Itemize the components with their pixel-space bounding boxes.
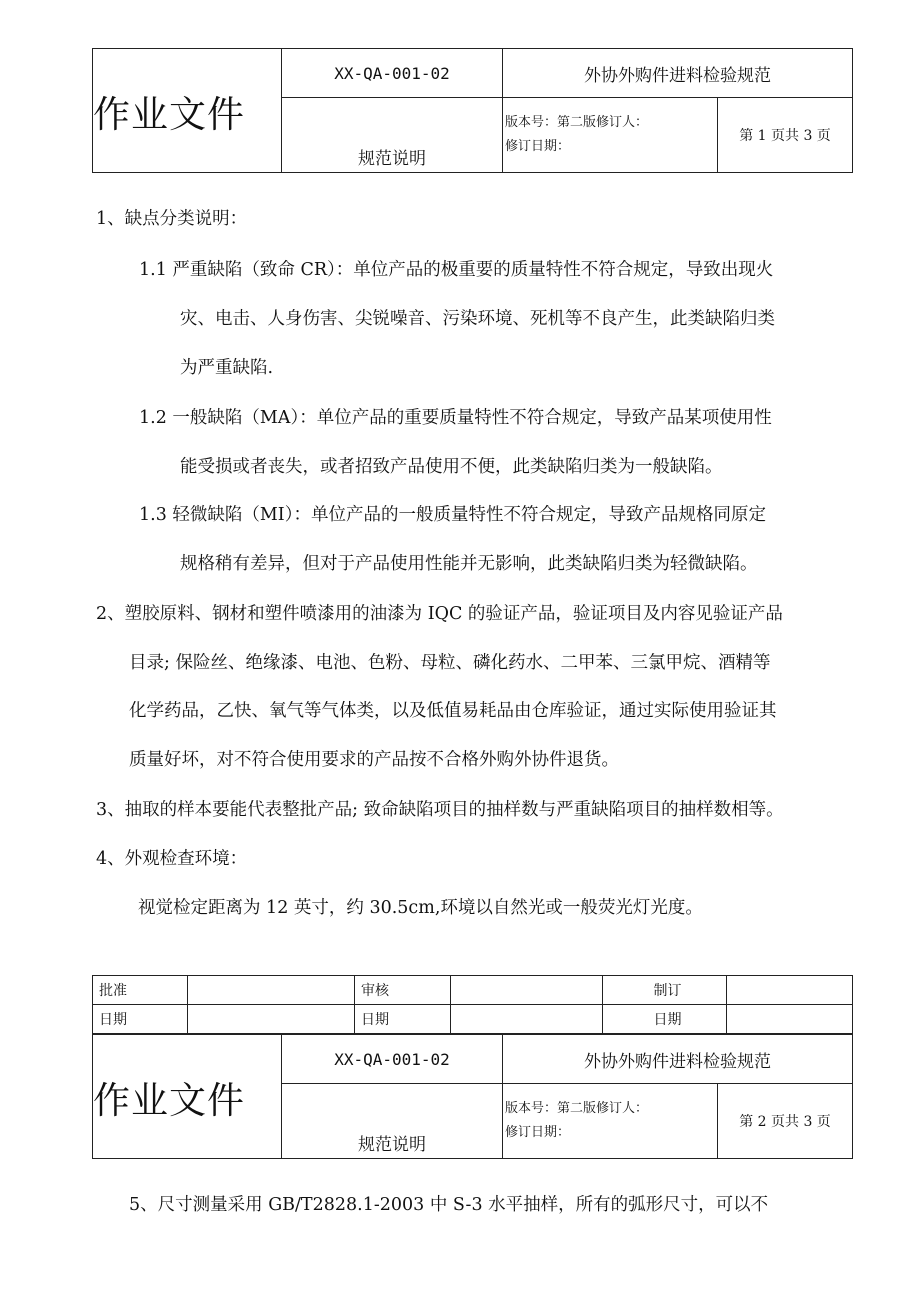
doc-header-page1 [92,48,853,173]
doc-title: 外协外购件进料检验规范 [503,49,853,98]
para-2-line3: 化学药品，乙快、氧气等气体类，以及低值易耗品由仓库验证，通过实际使用验证其 [129,701,777,721]
para-2-line2: 目录; 保险丝、绝缘漆、电池、色粉、母粒、磷化药水、二甲苯、三氯甲烷、酒精等 [129,653,771,673]
section-label: 规范说明 [282,1084,503,1159]
para-2-line1: 2、塑胶原料、钢材和塑件喷漆用的油漆为 IQC 的验证产品，验证项目及内容见验证产品 [96,604,783,624]
review-date-label: 日期 [355,1005,451,1034]
page-number: 第 1 页共 3 页 [718,98,853,173]
para-1-1-line2: 灾、电击、人身伤害、尖锐噪音、污染环境、死机等不良产生，此类缺陷归类 [180,309,775,329]
doc-type-label: 作业文件 [93,1035,282,1159]
approve-value [188,976,355,1005]
doc-title: 外协外购件进料检验规范 [503,1035,853,1084]
approve-label: 批准 [93,976,188,1005]
review-label: 审核 [355,976,451,1005]
para-4-detail: 视觉检定距离为 12 英寸，约 30.5cm,环境以自然光或一般荧光灯光度。 [138,898,703,918]
para-1-1-line3: 为严重缺陷. [180,358,274,378]
doc-code: XX-QA-001-02 [282,1035,503,1084]
para-1-3-line1: 1.3 轻微缺陷（MI）：单位产品的一般质量特性不符合规定，导致产品规格同原定 [139,505,766,525]
prepare-date-label: 日期 [603,1005,727,1034]
page-number: 第 2 页共 3 页 [718,1084,853,1159]
doc-type-label: 作业文件 [93,49,282,173]
version-info [503,1084,718,1159]
prepare-date-value [727,1005,853,1034]
revise-date: 修订日期： [505,139,571,154]
para-5: 5、尺寸测量采用 GB/T2828.1-2003 中 S-3 水平抽样，所有的弧形尺寸，可以不 [129,1195,769,1215]
review-date-value [451,1005,603,1034]
doc-code: XX-QA-001-02 [282,49,503,98]
approve-date-value [188,1005,355,1034]
version-line: 版本号：第二版修订人： [505,115,649,130]
para-1: 1、缺点分类说明： [96,209,248,229]
para-1-1-line1: 1.1 严重缺陷（致命 CR）：单位产品的极重要的质量特性不符合规定，导致出现火 [139,260,774,280]
approve-date-label: 日期 [93,1005,188,1034]
signoff-table [92,975,853,1034]
para-2-line4: 质量好坏，对不符合使用要求的产品按不合格外购外协件退货。 [129,750,619,770]
version-line: 版本号：第二版修订人： [505,1101,649,1116]
prepare-label: 制订 [603,976,727,1005]
revise-date: 修订日期： [505,1125,571,1140]
review-value [451,976,603,1005]
para-1-2-line1: 1.2 一般缺陷（MA）：单位产品的重要质量特性不符合规定，导致产品某项使用性 [139,408,772,428]
prepare-value [727,976,853,1005]
section-label: 规范说明 [282,98,503,173]
para-1-3-line2: 规格稍有差异，但对于产品使用性能并无影响，此类缺陷归类为轻微缺陷。 [180,554,758,574]
version-info [503,98,718,173]
para-3: 3、抽取的样本要能代表整批产品; 致命缺陷项目的抽样数与严重缺陷项目的抽样数相等。 [96,800,784,820]
doc-header-page2 [92,1034,853,1159]
para-1-2-line2: 能受损或者丧失，或者招致产品使用不便，此类缺陷归类为一般缺陷。 [180,457,723,477]
para-4: 4、外观检查环境： [96,849,248,869]
